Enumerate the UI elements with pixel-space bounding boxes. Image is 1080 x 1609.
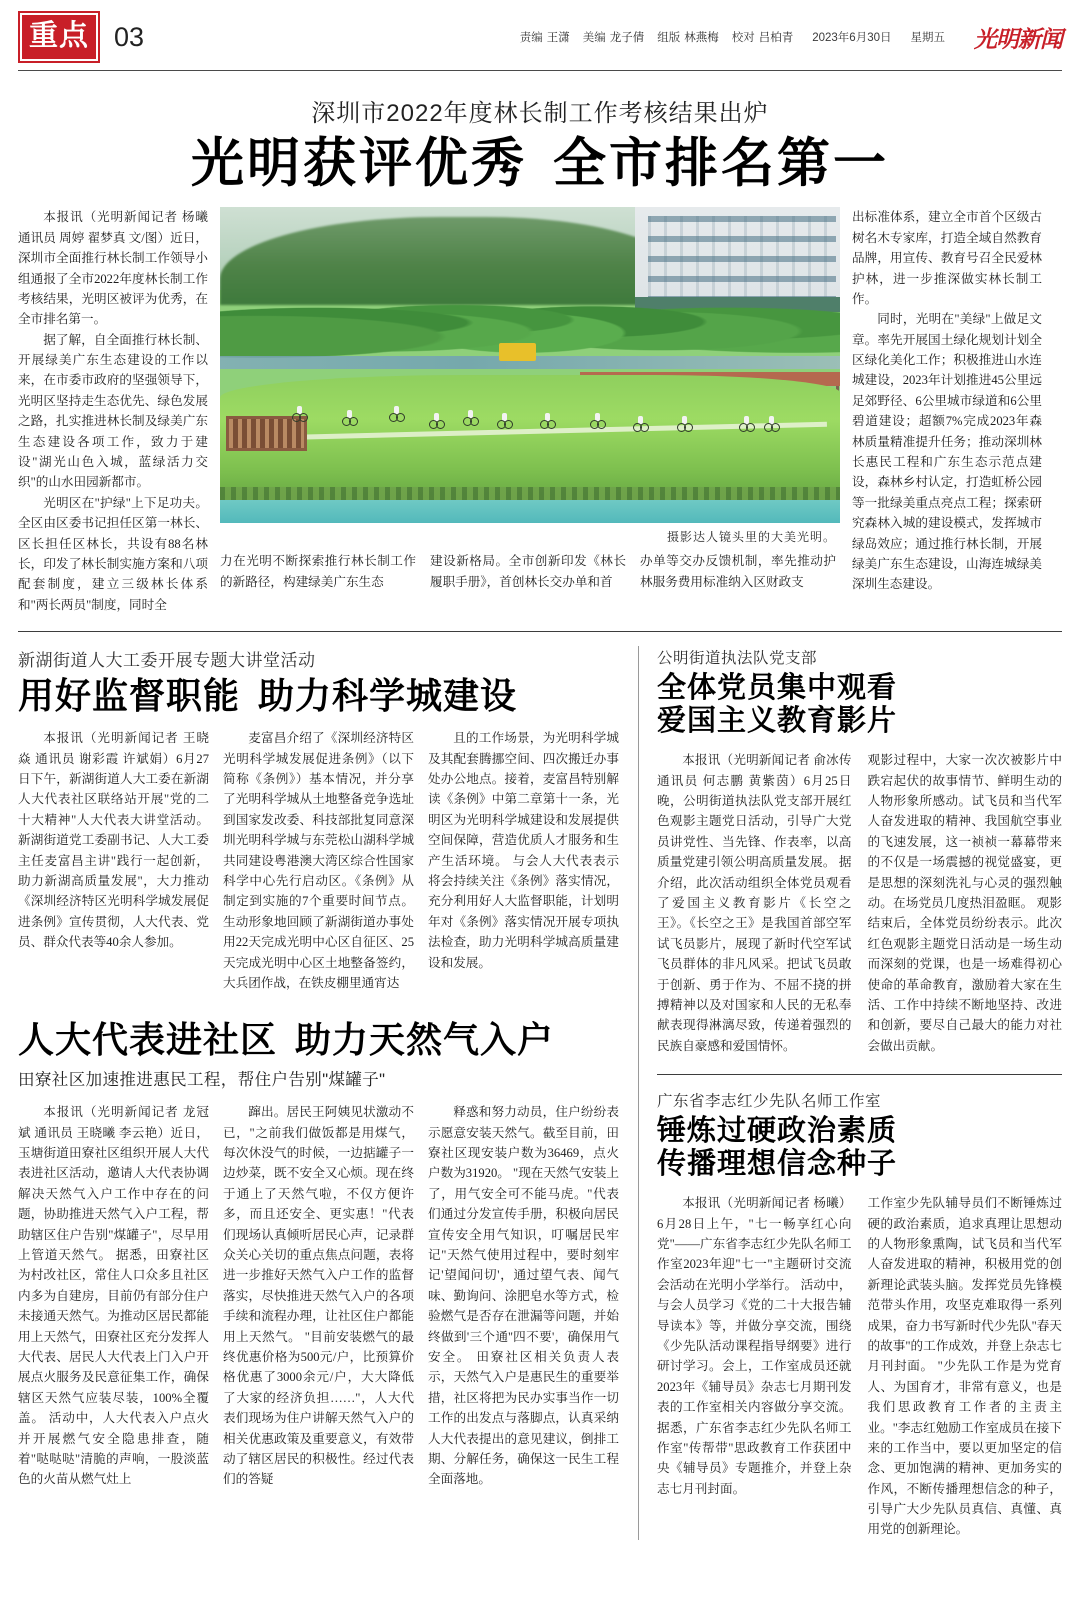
article-column xyxy=(18,728,209,993)
lead-headline xyxy=(18,134,1062,193)
lead-photo-wrap xyxy=(220,207,840,551)
article-headline-line1: 锤炼过硬政治素质 xyxy=(657,1115,898,1148)
headline-part-left: 人大代表进社区 xyxy=(18,1019,278,1061)
section-badge: 重点 xyxy=(18,11,100,63)
lead-section-divider xyxy=(18,631,1062,632)
photo-cyclist xyxy=(766,416,778,432)
right-article-divider xyxy=(657,1074,1062,1075)
lead-paragraph: 光明区在"护绿"上下足功夫。全区由区委书记担任区第一林长、区长担任区林长，共设有88名林长，印发了林长制实施方案和八项配套制度，建立三级林长体系和"两长两员"制度，同时全 xyxy=(18,495,208,612)
credit-role: 组版 xyxy=(657,32,681,44)
article-headline xyxy=(18,675,622,716)
lead-paragraph: 力在光明不断探索推行林长制工作的新路径，构建绿美广东生态 xyxy=(220,554,416,589)
lead-paragraph: 本报讯（光明新闻记者 杨曦 通讯员 周婷 翟梦真 文/图）近日，深圳市全面推行林长制工作领导小组通报了全市2022年度林长制工作考核结果，光明区被评为优秀，在全市排名第一。 xyxy=(18,210,208,327)
article-column xyxy=(428,728,619,993)
lower-section xyxy=(18,646,1062,1540)
lead-subcolumn xyxy=(430,551,626,592)
article-headline-line2: 传播理想信念种子 xyxy=(657,1148,898,1181)
article-columns xyxy=(657,750,1062,1056)
photo-cyclist xyxy=(431,413,443,429)
credit-name: 吕柏青 xyxy=(758,32,794,44)
article-paragraph: 本报讯（光明新闻记者 杨曦）6月28日上午，"七一畅享红心向党"——广东省李志红少先队名师工作室2023年迎"七一"主题研讨交流会活动在光明小学举行。 活动中，与会人员学习《党的二十大报告辅导读本》等，并做分享交流，围绕《少先队活动课程指导纲要》进行研讨学习。会上，工作室成员还就2023年《辅导员》杂志七月期刊发表的工作室相关内容做分享交流。据悉，广东省李志红少先队名师工作室"传帮带"思政教育工作获团中央《辅导员》专题推介，并登上杂志七月刊封面。 xyxy=(657,1196,852,1496)
photo-caption: 摄影达人镜头里的大美光明。 xyxy=(666,530,836,545)
credit-art-editor xyxy=(583,29,645,45)
article-kicker: 广东省李志红少先队名师工作室 xyxy=(657,1093,882,1111)
lead-sub-columns xyxy=(220,551,840,592)
article-xinhu xyxy=(18,646,622,993)
article-paragraph: 且的工作场景，为光明科学城及其配套腾挪空间、四次搬迁办事处办公地点。接着，麦富昌特别解读《条例》中第二章第十一条，光明区为光明科学城建设和发展提供空间保障，营造优质人才服务和生产生活环境。 与会人大代表表示将会持续关注《条例》落实情况，充分利用好人大监督职能，计划明年对《条例》落实情况开展专项执法检查，助力光明科学城高质量建设和发展。 xyxy=(428,731,619,970)
masthead-credits xyxy=(520,21,1062,54)
photo-cyclist xyxy=(465,410,477,426)
lead-subcolumn xyxy=(640,551,836,592)
lead-photo xyxy=(220,207,840,523)
photo-water xyxy=(220,500,840,524)
photo-cyclist xyxy=(592,413,604,429)
article-kicker: 新湖街道人大工委开展专题大讲堂活动 xyxy=(18,651,316,671)
article-paragraph: 工作室少先队辅导员们不断锤炼过硬的政治素质，追求真理让思想动的人物形象熏陶，试飞员和当代军人奋发进取的精神，积极用党的创新理论武装头脑。发挥党员先锋模范带头作用，攻坚克难取得一系列成果，奋力书写新时代少先队"春天的故事"的工作成效，并登上杂志七月刊封面。 "少先队工作是为党育人、为国育才，非常有意义，也是我们思政教育工作者的主责主业。"李志红勉励工作室成员在接下来的工作当中，要以更加坚定的信念、更加饱满的精神、更加务实的作风，不断传播理想信念的种子，引导广大少先队员真信、真懂、真用党的创新理论。 xyxy=(867,1196,1062,1537)
photo-cyclist xyxy=(344,410,356,426)
lead-column-left xyxy=(18,207,208,615)
lead-paragraph: 据了解，自全面推行林长制、开展绿美广东生态建设的工作以来，在市委市政府的坚强领导下，光明区坚持走生态优先、绿色发展之路，扎实推进林长制及绿美广东生态建设各项工作，致力于建设"湖光山色入城，蓝绿活力交织"的山水田园新都市。 xyxy=(18,332,208,490)
article-paragraph: 本报讯（光明新闻记者 王晓焱 通讯员 谢彩霞 许斌娟）6月27日下午，新湖街道人大工委在新湖人大代表社区联络站开展"党的二十大精神"人大代表大讲堂活动。新湖街道党工委副书记、人大工委主任麦富昌主讲"践行一起创新，助力新湖高质量发展"，大力推动《深圳经济特区光明科学城发展促进条例》宣传贯彻，人大代表、党员、群众代表等40余人参加。 xyxy=(18,731,209,950)
lead-column-right xyxy=(852,207,1042,594)
article-columns xyxy=(18,728,622,993)
photo-cyclist xyxy=(635,416,647,432)
lead-headline-right: 全市排名第一 xyxy=(553,134,889,193)
article-column xyxy=(868,750,1063,1056)
lead-paragraph: 同时，光明在"美绿"上做足文章。率先开展国土绿化规划计划全区绿化美化工作；积极推进山水连城建设，2023年计划推进45公里远足郊野径、6公里城市绿道和6公里碧道建设；超额7%完成2023年森林质量精准提升任务；推动深圳林长惠民工程和广东生态示范点建设，森林乡村认定，打造虹桥公园等一批绿美重点亮点工程；探索研究森林入城的建设模式，发挥城市绿岛效应；通过推行林长制，开展绿美广东生态建设，山海连城绿美深圳生态建设。 xyxy=(852,312,1042,592)
credit-layout xyxy=(657,29,719,45)
credit-role: 校对 xyxy=(731,32,755,44)
credit-name: 王潇 xyxy=(546,32,570,44)
article-columns xyxy=(657,1193,1062,1540)
masthead xyxy=(18,0,1062,68)
credit-role: 责编 xyxy=(519,32,543,44)
lead-story xyxy=(18,71,1062,615)
article-subhead: 田寮社区加速推进惠民工程，帮住户告别"煤罐子" xyxy=(18,1071,386,1090)
lead-body xyxy=(18,207,1062,615)
article-kicker: 公明街道执法队党支部 xyxy=(657,650,818,668)
article-headline-line2: 爱国主义教育影片 xyxy=(657,705,898,738)
headline-part-left: 用好监督职能 xyxy=(18,675,241,717)
photo-cyclist xyxy=(499,413,511,429)
lead-paragraph: 出标准体系，建立全市首个区级古树名木专家库，打造全域自然教育品牌，用宣传、教育号召全民爱林护林，进一步推深做实林长制工作。 xyxy=(852,210,1042,306)
article-column xyxy=(223,728,414,993)
article-paragraph: 本报讯（光明新闻记者 俞冰传 通讯员 何志鹏 黄紫茵）6月25日晚，公明街道执法队党支部开展红色观影主题党日活动，引导广大党员讲党性、当先锋、作表率，以高质量党建引领公明高质量发展。 据介绍，此次活动组织全体党员观看了爱国主义教育影片《长空之王》。《长空之王》是我国首部空军试飞员影片，展现了新时代空军试飞员群体的非凡风采。把试飞员敢于创新、勇于作为、不屈不挠的拼搏精神以及对国家和人民的无私奉献表现得淋漓尽致，传递着强烈的民族自豪感和爱国情怀。 xyxy=(657,753,852,1053)
photo-cyclist xyxy=(679,416,691,432)
headline-part-right: 助力天然气入户 xyxy=(295,1019,555,1061)
credit-proofreader xyxy=(732,29,794,45)
article-paragraph: 蹿出。居民王阿姨见状激动不已，"之前我们做饭都是用煤气，每次休没气的时候，一边掂罐子一边炒菜，既不安全又心烦。现在终于通上了天然气啦，不仅方便许多，而且还安全、更实惠！"代表们现场认真倾听居民心声，记录群众关心关切的重点焦点问题，表将进一步推好天然气入户工作的监督落实，尽快推进天然气入户的各项手续和流程办理，让社区住户都能用上天然气。 "目前安装燃气的最终优惠价格为500元/户，比预算价格优惠了3000余元/户，大大降低了大家的经济负担……"，人大代表们现场为住户讲解天然气入户的相关优惠政策及重要意义，有效带动了辖区居民的积极性。经过代表们的答疑 xyxy=(223,1105,414,1487)
article-headline-line1: 全体党员集中观看 xyxy=(657,672,898,705)
photo-cyclist xyxy=(741,416,753,432)
article-column xyxy=(428,1102,619,1489)
photo-cyclist xyxy=(391,406,403,422)
lead-paragraph: 建设新格局。全市创新印发《林长履职手册》，首创林长交办单和首 xyxy=(430,554,626,589)
article-spacer xyxy=(18,993,622,1019)
credit-name: 龙子倩 xyxy=(609,32,645,44)
lead-subcolumn xyxy=(220,551,416,592)
photo-cyclist xyxy=(542,413,554,429)
lead-headline-left: 光明获评优秀 xyxy=(191,134,527,193)
publication-date: 2023年6月30日 xyxy=(812,32,892,44)
article-paragraph: 本报讯（光明新闻记者 龙冠斌 通讯员 王晓曦 李云艳）近日，玉塘街道田寮社区组织开展人大代表进社区活动，邀请人大代表协调解决天然气入户工作中存在的问题，协助推进天然气入户工程，帮助辖区住户告别"煤罐子"，尽早用上管道天然气。 据悉，田寮社区为村改社区，常住人口众多且社区内多为自建房，目前仍有部分住户未接通天然气。为推动区居民都能用上天然气，田寮社区充分发挥人大代表、居民人大代表上门入户开展点火服务及民意征集工作，确保辖区天然气应装尽装，100%全覆盖。 活动中，人大代表入户点火并开展燃气安全隐患排查，随着"哒哒哒"清脆的声响，一股淡蓝色的火苗从燃气灶上 xyxy=(18,1105,209,1487)
page-number: 03 xyxy=(114,21,145,52)
article-column xyxy=(868,1193,1063,1540)
lead-kicker: 深圳市2022年度林长制工作考核结果出炉 xyxy=(311,100,769,127)
credit-editor xyxy=(520,29,570,45)
headline-part-right: 助力科学城建设 xyxy=(258,675,518,717)
article-column xyxy=(657,750,852,1056)
lower-left-column xyxy=(18,646,638,1540)
article-gongming xyxy=(657,646,1062,1056)
article-lizhihong xyxy=(657,1089,1062,1540)
article-paragraph: 释惑和努力动员，住户纷纷表示愿意安装天然气。截至目前，田寮社区现安装户数为36469，点火户数为31920。 "现在天然气安装上了，用气安全可不能马虎。"代表们通过分发宣传手册，积极向居民宣传安全用气知识，叮嘱居民牢记"天然气使用过程中，要时刻牢记'望闻问切'，通过望气表、闻气味、勤询问、涂肥皂水等方式，检验燃气是否存在泄漏等问题，并始终做到'三个通''四不要'，确保用气安全。 田寮社区相关负责人表示，天然气入户是惠民生的重要举措，社区将把为民办实事当作一切工作的出发点与落脚点，认真采纳人大代表提出的意见建议，倒排工期、分解任务，确保这一民生工程全面落地。 xyxy=(428,1105,619,1487)
brand-logo: 光明新闻 xyxy=(974,26,1062,52)
article-headline xyxy=(18,1019,622,1060)
lead-paragraph: 办单等交办反馈机制，率先推动护林服务费用标准纳入区财政支 xyxy=(640,554,836,589)
article-column xyxy=(18,1102,209,1489)
article-column xyxy=(657,1193,852,1540)
article-paragraph: 观影过程中，大家一次次被影片中跌宕起伏的故事情节、鲜明生动的人物形象所感动。试飞员和当代军人奋发进取的精神、我国航空事业的飞速发展，这一祯祯一幕幕带来的不仅是一场震撼的视觉盛宴，更是思想的深刻洗礼与心灵的强烈触动。在场党员几度热泪盈眶。 观影结束后，全体党员纷纷表示。此次红色观影主题党日活动是一场生动而深刻的党课，也是一场难得初心使命的革命教育，激励着大家在生活、工作中持续不断地坚持、改进和创新，要尽自己最大的能力对社会做出贡献。 xyxy=(867,753,1062,1053)
publication-weekday: 星期五 xyxy=(910,32,945,44)
credit-role: 美编 xyxy=(582,32,606,44)
photo-bus xyxy=(499,343,536,360)
article-columns xyxy=(18,1102,622,1489)
credit-name: 林燕梅 xyxy=(684,32,719,44)
photo-cyclist xyxy=(294,406,306,422)
lower-right-column xyxy=(638,646,1062,1540)
article-column xyxy=(223,1102,414,1489)
article-paragraph: 麦富昌介绍了《深圳经济特区光明科学城发展促进条例》（以下简称《条例》）基本情况，并分享了光明科学城从土地整备竞争选址到国家发改委、科技部批复同意深圳光明科学城与东莞松山湖科学城共同建设粤港澳大湾区综合性国家科学中心先行启动区。《条例》从制定到实施的7个重要时间节点。生动形象地回顾了新湖街道办事处用22天完成光明中心区自征区、25天完成光明中心区土地整备签约，大兵团作战，在铁皮棚里通宵达 xyxy=(223,731,414,990)
lead-center-block xyxy=(220,207,840,592)
photo-shore xyxy=(220,487,840,500)
article-renda xyxy=(18,1019,622,1489)
